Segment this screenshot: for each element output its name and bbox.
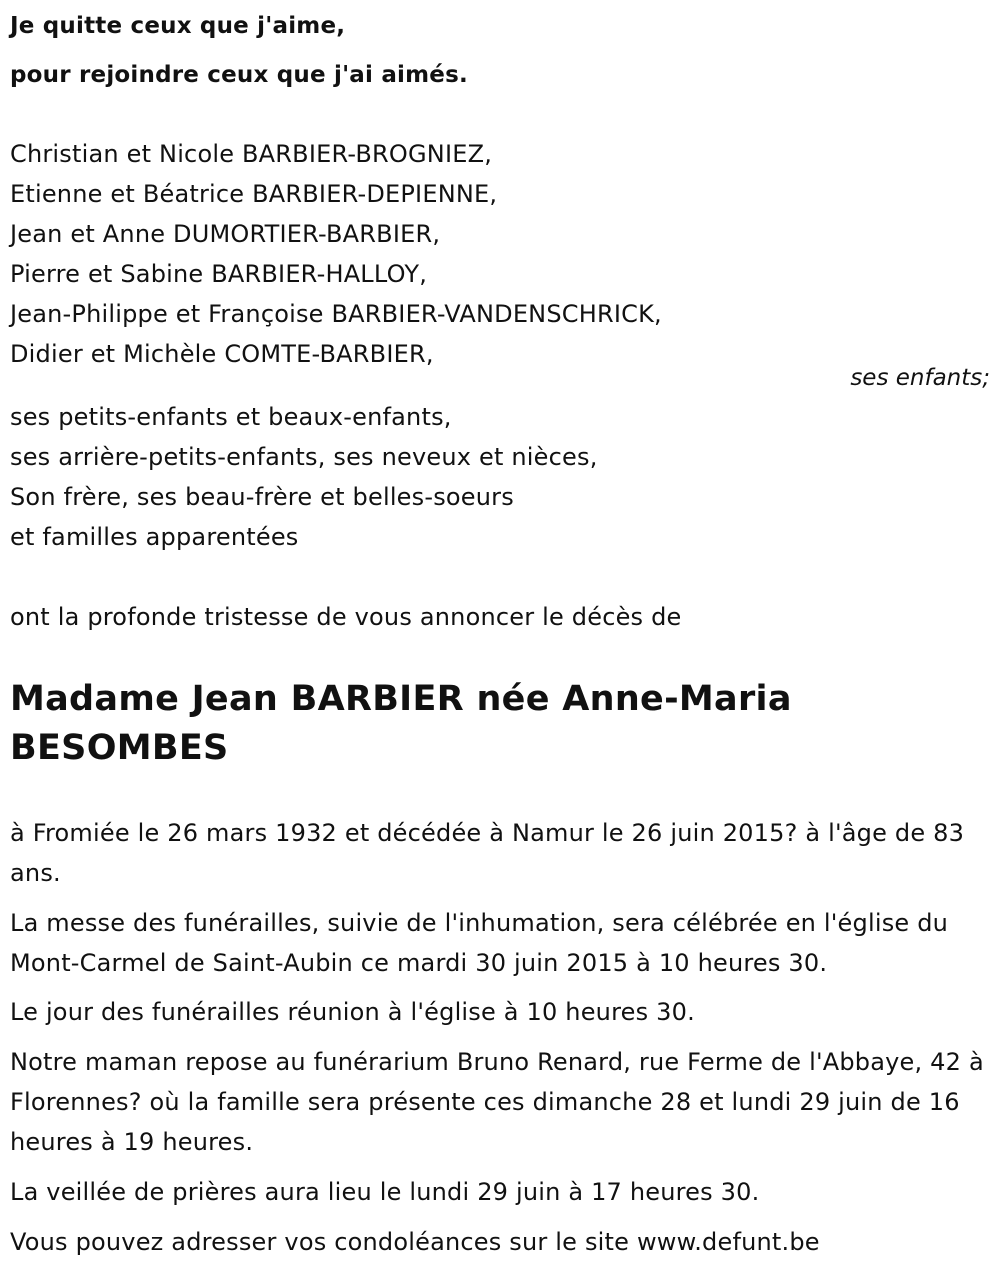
child-entry: Didier et Michèle COMTE-BARBIER,	[10, 340, 434, 368]
deceased-name-line-2: BESOMBES	[10, 728, 229, 768]
child-entry: Jean-Philippe et Françoise BARBIER-VANDENSCHRICK,	[10, 300, 662, 328]
detail-paragraph: à Fromiée le 26 mars 1932 et décédée à Namur le 26 juin 2015? à l'âge de 83 ans.	[10, 819, 965, 887]
detail-paragraph: Vous pouvez adresser vos condoléances sur le site www.defunt.be	[10, 1228, 820, 1256]
children-label: ses enfants;	[850, 365, 990, 391]
family-entry: ses arrière-petits-enfants, ses neveux et nièces,	[10, 443, 598, 471]
detail-paragraph: La messe des funérailles, suivie de l'inhumation, sera célébrée en l'église du Mont-Carmel de Saint-Aubin ce mardi 30 juin 2015 à 10 heures 30.	[10, 909, 949, 977]
family-entry: ses petits-enfants et beaux-enfants,	[10, 403, 452, 431]
detail-paragraph: Le jour des funérailles réunion à l'église à 10 heures 30.	[10, 998, 695, 1026]
deceased-name-line-1: Madame Jean BARBIER née Anne-Maria	[10, 679, 792, 719]
family-entry: Son frère, ses beau-frère et belles-soeurs	[10, 483, 514, 511]
announcement-text: ont la profonde tristesse de vous annoncer le décès de	[10, 603, 682, 631]
child-entry: Etienne et Béatrice BARBIER-DEPIENNE,	[10, 180, 498, 208]
quote-line-1: Je quitte ceux que j'aime,	[10, 13, 346, 39]
child-entry: Pierre et Sabine BARBIER-HALLOY,	[10, 260, 428, 288]
detail-paragraph: Notre maman repose au funérarium Bruno Renard, rue Ferme de l'Abbaye, 42 à Florennes? où la famille sera présente ces dimanche 28 et lundi 29 juin de 16 heures à 19 heures.	[10, 1048, 984, 1156]
family-entry: et familles apparentées	[10, 523, 299, 551]
detail-paragraph: La veillée de prières aura lieu le lundi 29 juin à 17 heures 30.	[10, 1178, 760, 1206]
quote-line-2: pour rejoindre ceux que j'ai aimés.	[10, 62, 468, 88]
child-entry: Christian et Nicole BARBIER-BROGNIEZ,	[10, 140, 493, 168]
child-entry: Jean et Anne DUMORTIER-BARBIER,	[10, 220, 441, 248]
